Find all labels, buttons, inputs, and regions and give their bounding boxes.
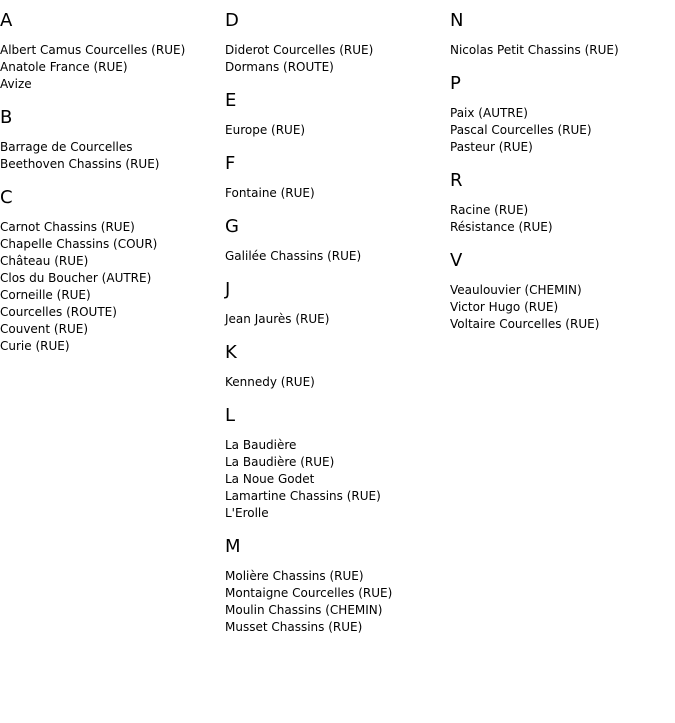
- street-list-item: [225, 602, 450, 619]
- letter-heading: R: [450, 170, 463, 191]
- street-list: [450, 105, 675, 156]
- street-link[interactable]: Galilée Chassins (RUE): [225, 249, 362, 263]
- letter-heading: L: [225, 405, 236, 426]
- street-list: [225, 374, 450, 391]
- street-list-item: [0, 338, 225, 355]
- street-list-item: [225, 185, 450, 202]
- letter-heading: G: [225, 216, 239, 237]
- letter-section: [0, 10, 225, 93]
- street-list: [450, 42, 675, 59]
- street-list: [450, 202, 675, 236]
- street-column-3: [450, 10, 675, 347]
- street-link[interactable]: Europe (RUE): [225, 123, 306, 137]
- street-list-item: [225, 374, 450, 391]
- street-list-item: [225, 248, 450, 265]
- street-list-item: [450, 282, 675, 299]
- street-list-item: [225, 454, 450, 471]
- street-link[interactable]: Molière Chassins (RUE): [225, 569, 364, 583]
- street-link[interactable]: Musset Chassins (RUE): [225, 620, 363, 634]
- street-list-item: [450, 105, 675, 122]
- street-list-item: [450, 42, 675, 59]
- street-list: [0, 219, 225, 355]
- street-column-1: [0, 10, 225, 369]
- street-list-item: [0, 139, 225, 156]
- street-link[interactable]: Diderot Courcelles (RUE): [225, 43, 374, 57]
- street-link[interactable]: Barrage de Courcelles: [0, 140, 133, 154]
- street-link[interactable]: La Baudière (RUE): [225, 455, 335, 469]
- street-list-item: [0, 321, 225, 338]
- street-link[interactable]: Château (RUE): [0, 254, 89, 268]
- street-list: [225, 122, 450, 139]
- street-list: [225, 185, 450, 202]
- street-list-item: [450, 202, 675, 219]
- letter-section: [450, 73, 675, 156]
- letter-section: [450, 10, 675, 59]
- street-list-item: [0, 156, 225, 173]
- letter-heading: E: [225, 90, 237, 111]
- street-link[interactable]: Anatole France (RUE): [0, 60, 128, 74]
- street-list-item: [225, 122, 450, 139]
- street-list-item: [0, 304, 225, 321]
- street-link[interactable]: Résistance (RUE): [450, 220, 553, 234]
- street-link[interactable]: Lamartine Chassins (RUE): [225, 489, 381, 503]
- street-link[interactable]: Couvent (RUE): [0, 322, 89, 336]
- street-list-item: [225, 42, 450, 59]
- street-link[interactable]: Racine (RUE): [450, 203, 529, 217]
- letter-heading: J: [225, 279, 231, 300]
- letter-section: [225, 279, 450, 328]
- street-list-item: [450, 122, 675, 139]
- letter-section: [450, 170, 675, 236]
- street-list-item: [0, 219, 225, 236]
- letter-heading: M: [225, 536, 241, 557]
- letter-heading: K: [225, 342, 237, 363]
- street-list-item: [450, 316, 675, 333]
- letter-section: [225, 10, 450, 76]
- street-link[interactable]: Clos du Boucher (AUTRE): [0, 271, 152, 285]
- street-list-item: [0, 270, 225, 287]
- street-link[interactable]: Courcelles (ROUTE): [0, 305, 117, 319]
- letter-heading: V: [450, 250, 463, 271]
- street-link[interactable]: Corneille (RUE): [0, 288, 91, 302]
- street-list-item: [0, 59, 225, 76]
- street-list-item: [225, 471, 450, 488]
- street-list-item: [0, 42, 225, 59]
- street-link[interactable]: Pasteur (RUE): [450, 140, 533, 154]
- street-list: [225, 248, 450, 265]
- street-list-item: [225, 488, 450, 505]
- letter-section: [225, 536, 450, 636]
- street-list: [225, 568, 450, 636]
- street-list-item: [450, 219, 675, 236]
- street-link[interactable]: La Baudière: [225, 438, 297, 452]
- street-list: [450, 282, 675, 333]
- street-list-item: [0, 236, 225, 253]
- street-link[interactable]: Victor Hugo (RUE): [450, 300, 559, 314]
- letter-heading: P: [450, 73, 461, 94]
- letter-heading: N: [450, 10, 464, 31]
- letter-heading: C: [0, 187, 13, 208]
- street-link[interactable]: Dormans (ROUTE): [225, 60, 334, 74]
- street-list-item: [225, 437, 450, 454]
- street-link[interactable]: L'Erolle: [225, 506, 269, 520]
- street-link[interactable]: Jean Jaurès (RUE): [225, 312, 330, 326]
- street-link[interactable]: Nicolas Petit Chassins (RUE): [450, 43, 619, 57]
- letter-section: [450, 250, 675, 333]
- street-list: [0, 42, 225, 93]
- letter-section: [0, 107, 225, 173]
- street-link[interactable]: Fontaine (RUE): [225, 186, 315, 200]
- street-link[interactable]: Albert Camus Courcelles (RUE): [0, 43, 186, 57]
- street-list: [0, 139, 225, 173]
- street-link[interactable]: Carnot Chassins (RUE): [0, 220, 135, 234]
- street-list: [225, 437, 450, 522]
- street-link[interactable]: Pascal Courcelles (RUE): [450, 123, 592, 137]
- street-link[interactable]: La Noue Godet: [225, 472, 315, 486]
- street-list-item: [450, 299, 675, 316]
- letter-section: [225, 90, 450, 139]
- letter-heading: A: [0, 10, 13, 31]
- street-list: [225, 42, 450, 76]
- letter-section: [0, 187, 225, 355]
- letter-section: [225, 342, 450, 391]
- street-list-item: [225, 311, 450, 328]
- street-link[interactable]: Curie (RUE): [0, 339, 70, 353]
- street-list-item: [225, 585, 450, 602]
- street-link[interactable]: Paix (AUTRE): [450, 106, 528, 120]
- street-list-item: [225, 505, 450, 522]
- street-list: [225, 311, 450, 328]
- street-list-item: [0, 287, 225, 304]
- letter-section: [225, 216, 450, 265]
- letter-section: [225, 153, 450, 202]
- street-link[interactable]: Avize: [0, 77, 32, 91]
- street-column-2: [225, 10, 450, 650]
- street-link[interactable]: Veaulouvier (CHEMIN): [450, 283, 582, 297]
- letter-heading: D: [225, 10, 239, 31]
- street-list-item: [225, 619, 450, 636]
- letter-section: [225, 405, 450, 522]
- letter-heading: B: [0, 107, 13, 128]
- street-link[interactable]: Montaigne Courcelles (RUE): [225, 586, 393, 600]
- street-list-item: [450, 139, 675, 156]
- street-link[interactable]: Beethoven Chassins (RUE): [0, 157, 160, 171]
- street-link[interactable]: Voltaire Courcelles (RUE): [450, 317, 600, 331]
- street-list-item: [0, 76, 225, 93]
- street-list-item: [225, 59, 450, 76]
- street-list-item: [0, 253, 225, 270]
- street-link[interactable]: Moulin Chassins (CHEMIN): [225, 603, 383, 617]
- letter-heading: F: [225, 153, 236, 174]
- street-link[interactable]: Kennedy (RUE): [225, 375, 315, 389]
- street-link[interactable]: Chapelle Chassins (COUR): [0, 237, 158, 251]
- street-list-item: [225, 568, 450, 585]
